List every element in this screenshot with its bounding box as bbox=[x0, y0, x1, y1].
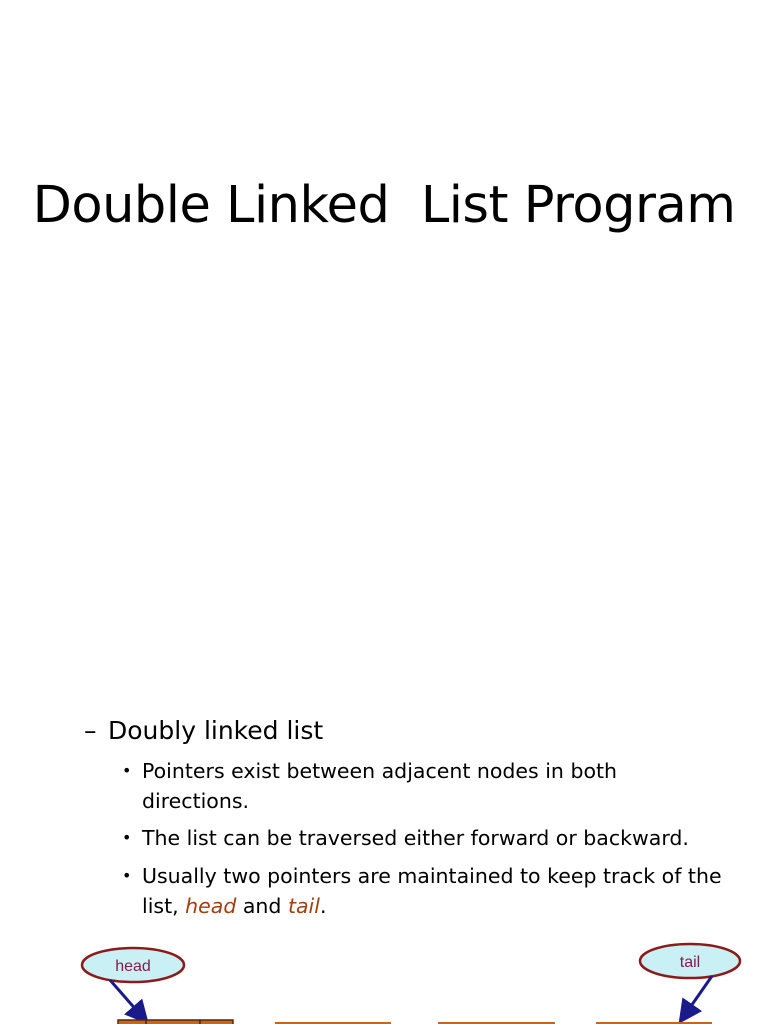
dash-marker: – bbox=[84, 716, 97, 745]
node-next-cell bbox=[200, 1020, 233, 1024]
subheading-text: Doubly linked list bbox=[108, 716, 324, 745]
bullet-dot-icon: • bbox=[122, 828, 132, 847]
tail-arrow bbox=[682, 976, 712, 1019]
tail-label: tail bbox=[679, 954, 701, 971]
bullet-text: Pointers exist between adjacent nodes in both directions. bbox=[142, 759, 618, 813]
head-arrow bbox=[110, 980, 145, 1020]
bullet-text: The list can be traversed either forward or backward. bbox=[142, 826, 689, 850]
tail-keyword: tail bbox=[287, 894, 320, 918]
bullet-dot-icon: • bbox=[122, 761, 132, 780]
bullet-suffix: . bbox=[319, 894, 327, 918]
node-data-cell bbox=[146, 1020, 200, 1024]
head-label: head bbox=[115, 958, 151, 975]
bullet-item bbox=[122, 756, 722, 816]
linked-list-diagram bbox=[0, 930, 768, 1024]
slide-title: Double Linked List Program bbox=[32, 176, 736, 235]
bullet-prefix: Usually two pointers are maintained to keep track of the list, bbox=[142, 864, 722, 918]
bullet-dot-icon: • bbox=[122, 866, 132, 885]
bullet-item bbox=[122, 861, 722, 921]
subheading bbox=[84, 714, 323, 748]
head-keyword: head bbox=[185, 894, 237, 918]
bullet-middle: and bbox=[236, 894, 288, 918]
bullet-text bbox=[122, 861, 722, 921]
node-prev-cell bbox=[118, 1020, 146, 1024]
bullet-item bbox=[122, 823, 722, 853]
